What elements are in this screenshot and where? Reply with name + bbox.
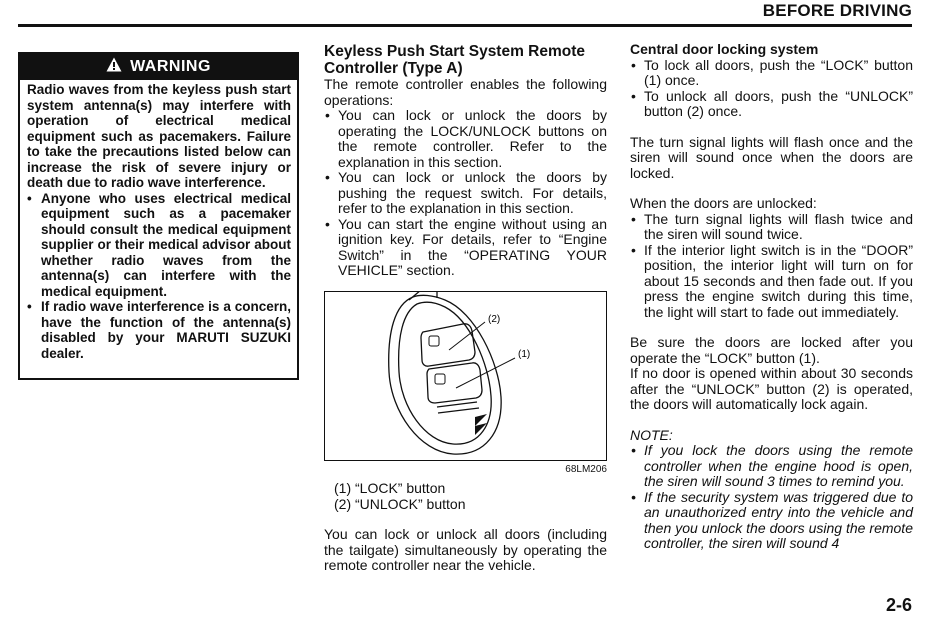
legend-item: (2) “UNLOCK” button <box>334 495 466 512</box>
note-label: NOTE: <box>630 426 673 443</box>
warning-box <box>18 52 299 380</box>
locked-text: The turn signal lights will flash once and the siren will sound once when the doors are locked. <box>630 133 913 181</box>
warning-bullet: • If radio wave interference is a concern, have the function of the antenna(s) disabled by your MARUTI SUZUKI dealer. <box>27 299 291 361</box>
callout-1-label: (1) <box>518 348 531 360</box>
unlocked-list <box>630 212 913 321</box>
warning-bullet: • Anyone who uses electrical medical equipment such as a pacemaker should consult the medical equipment supplier or their medical advisor about whether radio waves from the antenna(s) can interfere with the medical equipment. <box>27 191 291 300</box>
warning-text: Radio waves from the keyless push start system antenna(s) may interfere with operation of electrical medical equipment such as pacemakers. Failure to take the precautions listed below can increase the risk of severe injury or death due to radio wave interference. <box>27 82 291 190</box>
keyless-bullet: • You can start the engine without using an ignition key. For details, refer to “Engine Switch” in the “OPERATING YOUR VEHICLE” section. <box>324 217 607 279</box>
warning-header <box>20 54 297 80</box>
legend-item: (1) “LOCK” button <box>334 480 446 496</box>
note-bullet: • If the security system was triggered due to an unauthorized entry into the vehicle and then you unlock the doors using the remote controller, the siren will sound 4 <box>630 490 913 552</box>
warning-list <box>27 191 291 362</box>
central-list <box>630 58 913 120</box>
keyless-closing: You can lock or unlock all doors (including the tailgate) simultaneously by operating the remote controller near the vehicle. <box>324 526 607 573</box>
central-bullet: • To lock all doors, push the “LOCK” button (1) once. <box>630 58 913 89</box>
note-bullet: • If you lock the doors using the remote controller when the engine hood is open, the siren will sound 3 times to remind you. <box>630 443 913 490</box>
keyless-bullet: • You can lock or unlock the doors by operating the LOCK/UNLOCK buttons on the remote controller. Refer to the explanation in this section. <box>324 108 607 170</box>
unlocked-bullet: • The turn signal lights will flash twice and the siren will sound twice. <box>630 212 913 243</box>
central-locking-section <box>630 42 913 552</box>
keyless-list <box>324 108 607 279</box>
page-number: 2-6 <box>885 595 912 615</box>
sure-text: Be sure the doors are locked after you operate the “LOCK” button (1). <box>630 334 913 366</box>
remote-controller-illustration <box>325 292 606 460</box>
keyless-intro: The remote controller enables the following operations: <box>324 76 607 108</box>
note-list <box>630 443 913 552</box>
remote-controller-figure <box>324 291 607 461</box>
keyless-section <box>324 43 607 574</box>
keyless-bullet: • You can lock or unlock the doors by pushing the request switch. For details, refer to the explanation in this section. <box>324 170 607 217</box>
keyless-title: Keyless Push Start System Remote Controller (Type A) <box>324 43 586 77</box>
central-bullet: • To unlock all doors, push the “UNLOCK” button (2) once. <box>630 89 913 120</box>
figure-legend <box>324 481 607 512</box>
section-header: BEFORE DRIVING <box>762 1 912 20</box>
callout-2-label: (2) <box>488 313 501 325</box>
central-title: Central door locking system <box>630 41 819 57</box>
figure-code: 68LM206 <box>565 463 607 475</box>
unlocked-bullet: • If the interior light switch is in the “DOOR” position, the interior light will turn on for about 15 seconds and then fade out. If you press the engine switch during this time, the light will start to fade out immediately. <box>630 243 913 321</box>
warning-triangle-icon <box>106 57 122 77</box>
unlocked-intro: When the doors are unlocked: <box>630 195 817 211</box>
warning-title: WARNING <box>130 58 211 75</box>
header-rule <box>18 24 912 27</box>
auto-lock-text: If no door is opened within about 30 seconds after the “UNLOCK” button (2) is operated, the doors will automatically lock again. <box>630 365 913 412</box>
